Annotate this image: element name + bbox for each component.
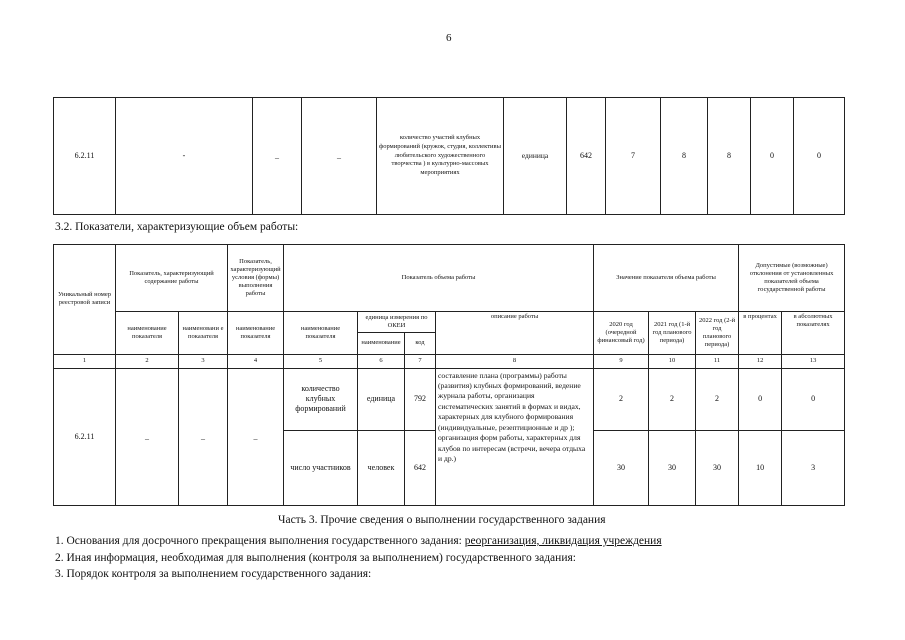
header-content-indicator: Показатель, характеризующий содержание работы (116, 245, 228, 312)
header-in-absolute: в абсолютных показателях (782, 312, 845, 355)
unit-name: человек (358, 431, 405, 506)
column-number: 10 (649, 354, 696, 368)
part-3-title: Часть 3. Прочие сведения о выполнении государственного задания (278, 514, 606, 526)
item-1-label: 1. Основания для досрочного прекращения выполнения государственного задания: (55, 535, 465, 547)
value-2021: 30 (649, 431, 696, 506)
header-indicator-name-3: наименование показателя (228, 312, 284, 355)
content-indicator-1: _ (116, 368, 179, 505)
header-volume-value: Значение показателя объема работы (594, 245, 739, 312)
condition-indicator: _ (228, 368, 284, 505)
value-2022: 8 (708, 98, 751, 215)
item-1 (55, 535, 662, 547)
indicator-name: количество клубных формирований (284, 368, 358, 431)
column-number: 1 (54, 354, 116, 368)
work-description: составление плана (программы) работы (развития) клубных формирований, ведение журнала работы, организация систематических занятий в формах и видах, характерных для клубного формирования (индивидуальные, резептиционные и др ); организация форм работы, характерных для клубов по интересам (встречи, вечера отдыха и др.) (436, 368, 594, 505)
condition-indicator: _ (302, 98, 377, 215)
column-number: 12 (739, 354, 782, 368)
value-2020: 2 (594, 368, 649, 431)
value-2020: 30 (594, 431, 649, 506)
unit-name: единица (504, 98, 567, 215)
page-number: 6 (446, 32, 452, 44)
table-1-quality-row (53, 97, 845, 215)
content-indicator-1: - (116, 98, 253, 215)
column-number: 5 (284, 354, 358, 368)
column-number: 2 (116, 354, 179, 368)
deviation-percent: 0 (739, 368, 782, 431)
item-2: 2. Иная информация, необходимая для выполнения (контроля за выполнением) государственного задания: (55, 552, 576, 564)
unit-code: 642 (405, 431, 436, 506)
header-row-2 (54, 312, 845, 333)
header-unit-okei: единица измерения по ОКЕИ (358, 312, 436, 333)
section-3-2-title: 3.2. Показатели, характеризующие объем работы: (55, 221, 299, 233)
deviation-percent: 0 (751, 98, 794, 215)
unit-name: единица (358, 368, 405, 431)
header-year-2022: 2022 год (2-й год планового периода) (696, 312, 739, 355)
value-2022: 30 (696, 431, 739, 506)
column-number: 6 (358, 354, 405, 368)
header-conditions-indicator: Показатель, характеризующий условия (формы) выполнения работы (228, 245, 284, 312)
value-2021: 2 (649, 368, 696, 431)
table-row (54, 98, 845, 215)
column-number: 8 (436, 354, 594, 368)
table-2-volume-indicators (53, 244, 845, 506)
header-unique-number: Уникальный номер реестровой записи (54, 245, 116, 355)
header-unit-code: код (405, 333, 436, 354)
column-number: 9 (594, 354, 649, 368)
deviation-percent: 10 (739, 431, 782, 506)
header-unit-name: наименование (358, 333, 405, 354)
header-indicator-name-2: наименовани е показателя (179, 312, 228, 355)
header-row-1 (54, 245, 845, 312)
column-number: 11 (696, 354, 739, 368)
value-2022: 2 (696, 368, 739, 431)
registry-code: 6.2.11 (54, 98, 116, 215)
okei-code: 642 (567, 98, 606, 215)
item-1-value: реорганизация, ликвидация учреждения (464, 535, 662, 547)
deviation-absolute: 3 (782, 431, 845, 506)
header-year-2021: 2021 год (1-й год планового периода) (649, 312, 696, 355)
header-in-percent: в процентах (739, 312, 782, 355)
column-number: 4 (228, 354, 284, 368)
deviation-absolute: 0 (782, 368, 845, 431)
indicator-name: число участников (284, 431, 358, 506)
indicator-description: количество участий клубных формирований (кружок, студия, коллективы любительского художественного творчества ) в культурно-массовых мероприятиях (377, 98, 504, 215)
header-indicator-name-4: наименование показателя (284, 312, 358, 355)
header-year-2020: 2020 год (очередной финансовый год) (594, 312, 649, 355)
header-work-description: описание работы (436, 312, 594, 355)
header-volume-indicator: Показатель объема работы (284, 245, 594, 312)
content-indicator-2: _ (253, 98, 302, 215)
item-3: 3. Порядок контроля за выполнением государственного задания: (55, 568, 372, 580)
registry-code: 6.2.11 (54, 368, 116, 505)
value-2021: 8 (661, 98, 708, 215)
column-number-row (54, 354, 845, 368)
unit-code: 792 (405, 368, 436, 431)
header-deviations: Допустимые (возможные) отклонения от установленных показателей объема государственной работы (739, 245, 845, 312)
column-number: 13 (782, 354, 845, 368)
column-number: 3 (179, 354, 228, 368)
header-indicator-name-1: наименование показателя (116, 312, 179, 355)
value-2020: 7 (606, 98, 661, 215)
content-indicator-2: _ (179, 368, 228, 505)
table-row (54, 368, 845, 431)
column-number: 7 (405, 354, 436, 368)
deviation-absolute: 0 (794, 98, 845, 215)
